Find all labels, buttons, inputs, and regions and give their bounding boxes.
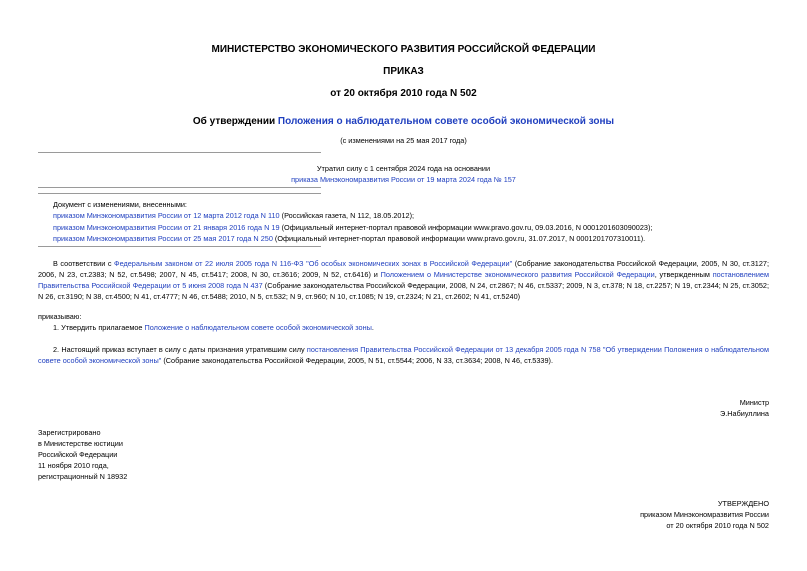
approved-line: от 20 октября 2010 года N 502	[666, 521, 769, 530]
document-type: ПРИКАЗ	[383, 66, 424, 77]
amendment-link[interactable]: приказом Минэкономразвития России от 21 января 2016 года N 19	[53, 223, 280, 232]
amendment-source: (Официальный интернет-портал правовой информации www.pravo.gov.ru, 09.03.2016, N 0001201603090023);	[279, 223, 653, 232]
divider	[38, 187, 321, 188]
amendment-source: (Официальный интернет-портал правовой информации www.pravo.gov.ru, 31.07.2017, N 0001201707310011).	[272, 234, 646, 243]
item-text: 1. Утвердить прилагаемое	[53, 323, 145, 332]
document-date: от 20 октября 2010 года N 502	[330, 88, 477, 99]
document-title	[0, 116, 807, 127]
void-notice-link-line	[0, 174, 807, 185]
preamble-text: , утвержденным	[654, 270, 713, 279]
divider	[38, 193, 321, 194]
void-notice-text: Утратил силу с 1 сентября 2024 года на основании	[316, 164, 491, 173]
item-text: 2. Настоящий приказ вступает в силу с даты признания утратившим силу	[53, 345, 307, 354]
registration-line: в Министерстве юстиции	[38, 439, 123, 448]
preamble-paragraph	[38, 258, 769, 302]
amendment-source: (Российская газета, N 112, 18.05.2012);	[279, 211, 415, 220]
signature-position: Министр	[739, 398, 769, 407]
regulation-link[interactable]: Положение о наблюдательном совете особой экономической зоны	[144, 323, 372, 332]
divider	[38, 152, 321, 153]
registration-line: Зарегистрировано	[38, 428, 101, 437]
order-word: приказываю:	[38, 312, 82, 321]
order-item-1	[53, 322, 374, 333]
government-decree-link[interactable]: постановлением Правительства Российской Федерации от 5 июня 2008 года N 437	[38, 270, 769, 290]
amendment-link[interactable]: приказом Минэкономразвития России от 25 мая 2017 года N 250	[53, 234, 273, 243]
revision-note: (с изменениями на 25 мая 2017 года)	[340, 136, 467, 145]
registration-line: Российской Федерации	[38, 450, 118, 459]
preamble-text: В соответствии с	[53, 259, 115, 268]
preamble-text: (Собрание законодательства Российской Федерации, 2005, N 30, ст.3127; 2006, N 23, ст.2383; N 52, ст.5498; 2007, N 45, ст.5417; 2008, N 30, ст.3616; 2009, N 52, ст.6416) и	[38, 259, 769, 279]
approved-line: приказом Минэкономразвития России	[640, 510, 769, 519]
registration-line: регистрационный N 18932	[38, 472, 128, 481]
order-item-2	[38, 344, 769, 366]
ministry-regulation-link[interactable]: Положением о Министерстве экономического развития Российской Федерации	[380, 270, 655, 279]
amendment-item	[53, 233, 645, 244]
repealed-decree-link[interactable]: постановления Правительства Российской Федерации от 13 декабря 2005 года N 758 "Об утверждении Положения о наблюдательном совете особой экономической зоны"	[38, 345, 769, 365]
amendment-item	[53, 222, 652, 233]
void-notice-link[interactable]: приказа Минэкономразвития России от 19 марта 2024 года № 157	[291, 175, 516, 184]
registration-line: 11 ноября 2010 года,	[38, 461, 109, 470]
item-text: .	[371, 323, 374, 332]
title-prefix: Об утверждении	[192, 116, 278, 127]
amendments-intro: Документ с изменениями, внесенными:	[53, 200, 187, 209]
item-text: (Собрание законодательства Российской Федерации, 2005, N 51, ст.5544; 2006, N 33, ст.3634; 2008, N 46, ст.5339).	[161, 356, 553, 365]
amendment-item	[53, 210, 414, 221]
amendment-link[interactable]: приказом Минэкономразвития России от 12 марта 2012 года N 110	[53, 211, 280, 220]
divider	[38, 246, 321, 247]
title-link[interactable]: Положения о наблюдательном совете особой экономической зоны	[277, 116, 615, 127]
ministry-heading: МИНИСТЕРСТВО ЭКОНОМИЧЕСКОГО РАЗВИТИЯ РОССИЙСКОЙ ФЕДЕРАЦИИ	[211, 44, 596, 55]
signature-name: Э.Набиуллина	[719, 409, 769, 418]
approved-heading: УТВЕРЖДЕНО	[717, 499, 769, 508]
federal-law-link[interactable]: Федеральным законом от 22 июля 2005 года N 116-ФЗ "Об особых экономических зонах в Российской Федерации"	[114, 259, 513, 268]
preamble-text: (Собрание законодательства Российской Федерации, 2008, N 24, ст.2867; N 46, ст.5337; 2009, N 3, ст.378; N 18, ст.2257; N 19, ст.2344; N 25, ст.3052; N 26, ст.3190; N 38, ст.4500; N 41, ст.4777; N 46, ст.5488; 2010, N 5, ст.532; N 9, ст.960; N 10, ст.1085; N 19, ст.2324; N 21, ст.2602; N 41, ст.5240)	[38, 281, 770, 301]
